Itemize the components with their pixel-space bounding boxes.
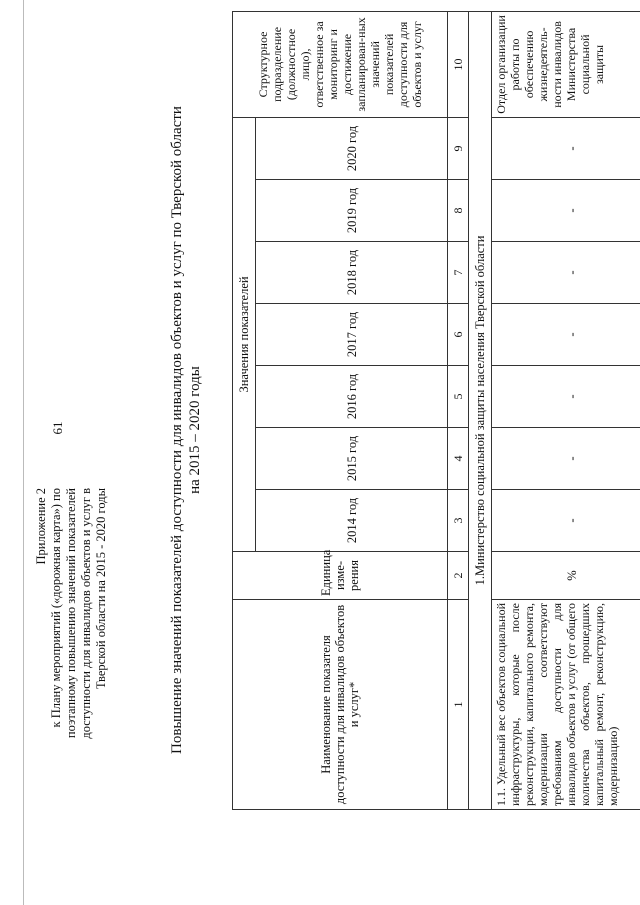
header-responsible: Структурное подразделение (должностное лицо), ответственное за мониторинг и достижение запланирован-ных значений показателей доступности для объектов и услуг (233, 11, 448, 117)
row-value: - (492, 304, 640, 366)
row-name: 1.1. Удельный вес объектов социальной инфраструктуры, которые после реконструкции, капитального ремонта, модернизации соответствуют требованиям доступности для инвалидов объектов и услуг (от общего количества объектов, прошедших капитальный ремонт, реконструкцию, модернизацию) (492, 600, 640, 810)
row-value: - (492, 180, 640, 242)
row-value: - (492, 490, 640, 552)
title-line: Повышение значений показателей доступности для инвалидов объектов и услуг по Тверской области (169, 106, 185, 754)
column-number: 1 (448, 600, 469, 810)
column-number: 2 (448, 552, 469, 600)
column-number: 9 (448, 117, 469, 179)
appendix-note (34, 488, 109, 848)
row-value: - (492, 428, 640, 490)
appendix-line: к Плану мероприятий («дорожная карта») по (49, 488, 63, 728)
title-line: на 2015 – 2020 годы (187, 366, 203, 494)
appendix-line: Приложение 2 (34, 488, 48, 565)
column-number: 10 (448, 11, 469, 117)
indicators-table (232, 11, 640, 810)
header-values-group: Значения показателей (233, 117, 256, 551)
row-value: - (492, 366, 640, 428)
header-year: 2017 год (256, 304, 448, 366)
header-year: 2019 год (256, 180, 448, 242)
page-number: 61 (50, 421, 65, 435)
row-responsible: Отдел организации работы по обеспечению жизнедеятель-ности инвалидов Министерства социальной защиты (492, 11, 640, 117)
header-year: 2016 год (256, 366, 448, 428)
header-year: 2018 год (256, 242, 448, 304)
row-unit: % (492, 552, 640, 600)
row-value: - (492, 117, 640, 179)
document-title (168, 50, 204, 810)
column-number: 5 (448, 366, 469, 428)
column-number: 8 (448, 180, 469, 242)
appendix-line: Тверской области на 2015 - 2020 годы (94, 488, 108, 689)
row-value: - (492, 242, 640, 304)
column-number: 7 (448, 242, 469, 304)
appendix-line: поэтапному повышению значений показателей (64, 488, 78, 739)
section-title: 1.Министерство социальной защиты населения Тверской области (469, 11, 492, 809)
column-number: 4 (448, 428, 469, 490)
appendix-line: доступности для инвалидов объектов и услуг в (79, 488, 93, 739)
table-row (492, 11, 640, 809)
header-year: 2020 год (256, 117, 448, 179)
header-name: Наименование показателя доступности для инвалидов объектов и услуг* (233, 600, 448, 810)
column-number: 6 (448, 304, 469, 366)
header-year: 2014 год (256, 490, 448, 552)
header-unit: Единица изме-рения (233, 552, 448, 600)
header-year: 2015 год (256, 428, 448, 490)
column-number: 3 (448, 490, 469, 552)
